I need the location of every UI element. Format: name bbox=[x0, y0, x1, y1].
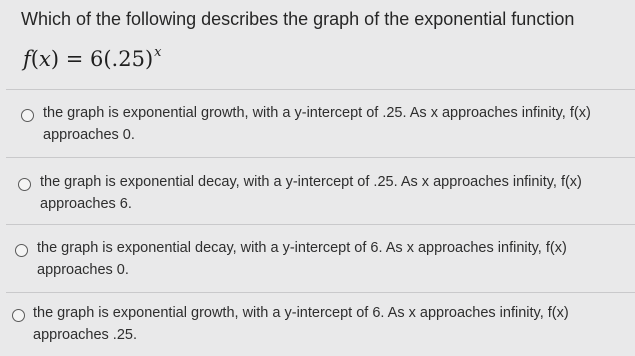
formula-body: = 6(.25) bbox=[65, 47, 154, 71]
radio-button-icon[interactable] bbox=[18, 178, 31, 191]
answer-option-2[interactable] bbox=[0, 160, 635, 224]
answer-option-text bbox=[40, 171, 582, 215]
answer-option-line: approaches .25. bbox=[33, 327, 137, 343]
radio-button-icon[interactable] bbox=[15, 244, 28, 257]
radio-button-icon[interactable] bbox=[21, 109, 34, 122]
answer-option-text bbox=[37, 237, 567, 281]
divider bbox=[6, 89, 635, 90]
radio-button-icon[interactable] bbox=[12, 309, 25, 322]
divider bbox=[6, 224, 635, 225]
answer-option-3[interactable] bbox=[0, 227, 635, 291]
formula-close-paren: ) bbox=[50, 47, 60, 71]
answer-option-text bbox=[33, 302, 569, 346]
answer-option-1[interactable] bbox=[0, 92, 635, 156]
answer-option-line: the graph is exponential decay, with a y-intercept of 6. As x approaches infinity, f(x) bbox=[37, 240, 567, 256]
formula-variable: x bbox=[38, 47, 51, 71]
answer-option-line: approaches 0. bbox=[43, 127, 135, 143]
answer-option-line: the graph is exponential growth, with a y-intercept of 6. As x approaches infinity, f(x) bbox=[33, 305, 569, 321]
formula-exponent: x bbox=[154, 45, 162, 60]
question-text: Which of the following describes the graph of the exponential function bbox=[21, 9, 575, 29]
divider bbox=[6, 157, 635, 158]
formula-function: f bbox=[23, 47, 31, 71]
question-formula bbox=[23, 40, 633, 72]
answer-option-text bbox=[43, 102, 591, 146]
answer-option-line: approaches 6. bbox=[40, 196, 132, 212]
answer-option-4[interactable] bbox=[0, 295, 635, 356]
formula-open-paren: ( bbox=[30, 47, 39, 71]
answer-option-line: approaches 0. bbox=[37, 262, 129, 278]
answer-option-line: the graph is exponential growth, with a y-intercept of .25. As x approaches infinity, f(x) bbox=[43, 105, 591, 121]
question bbox=[21, 8, 633, 72]
answer-option-line: the graph is exponential decay, with a y-intercept of .25. As x approaches infinity, f(x) bbox=[40, 174, 582, 190]
divider bbox=[6, 292, 635, 293]
